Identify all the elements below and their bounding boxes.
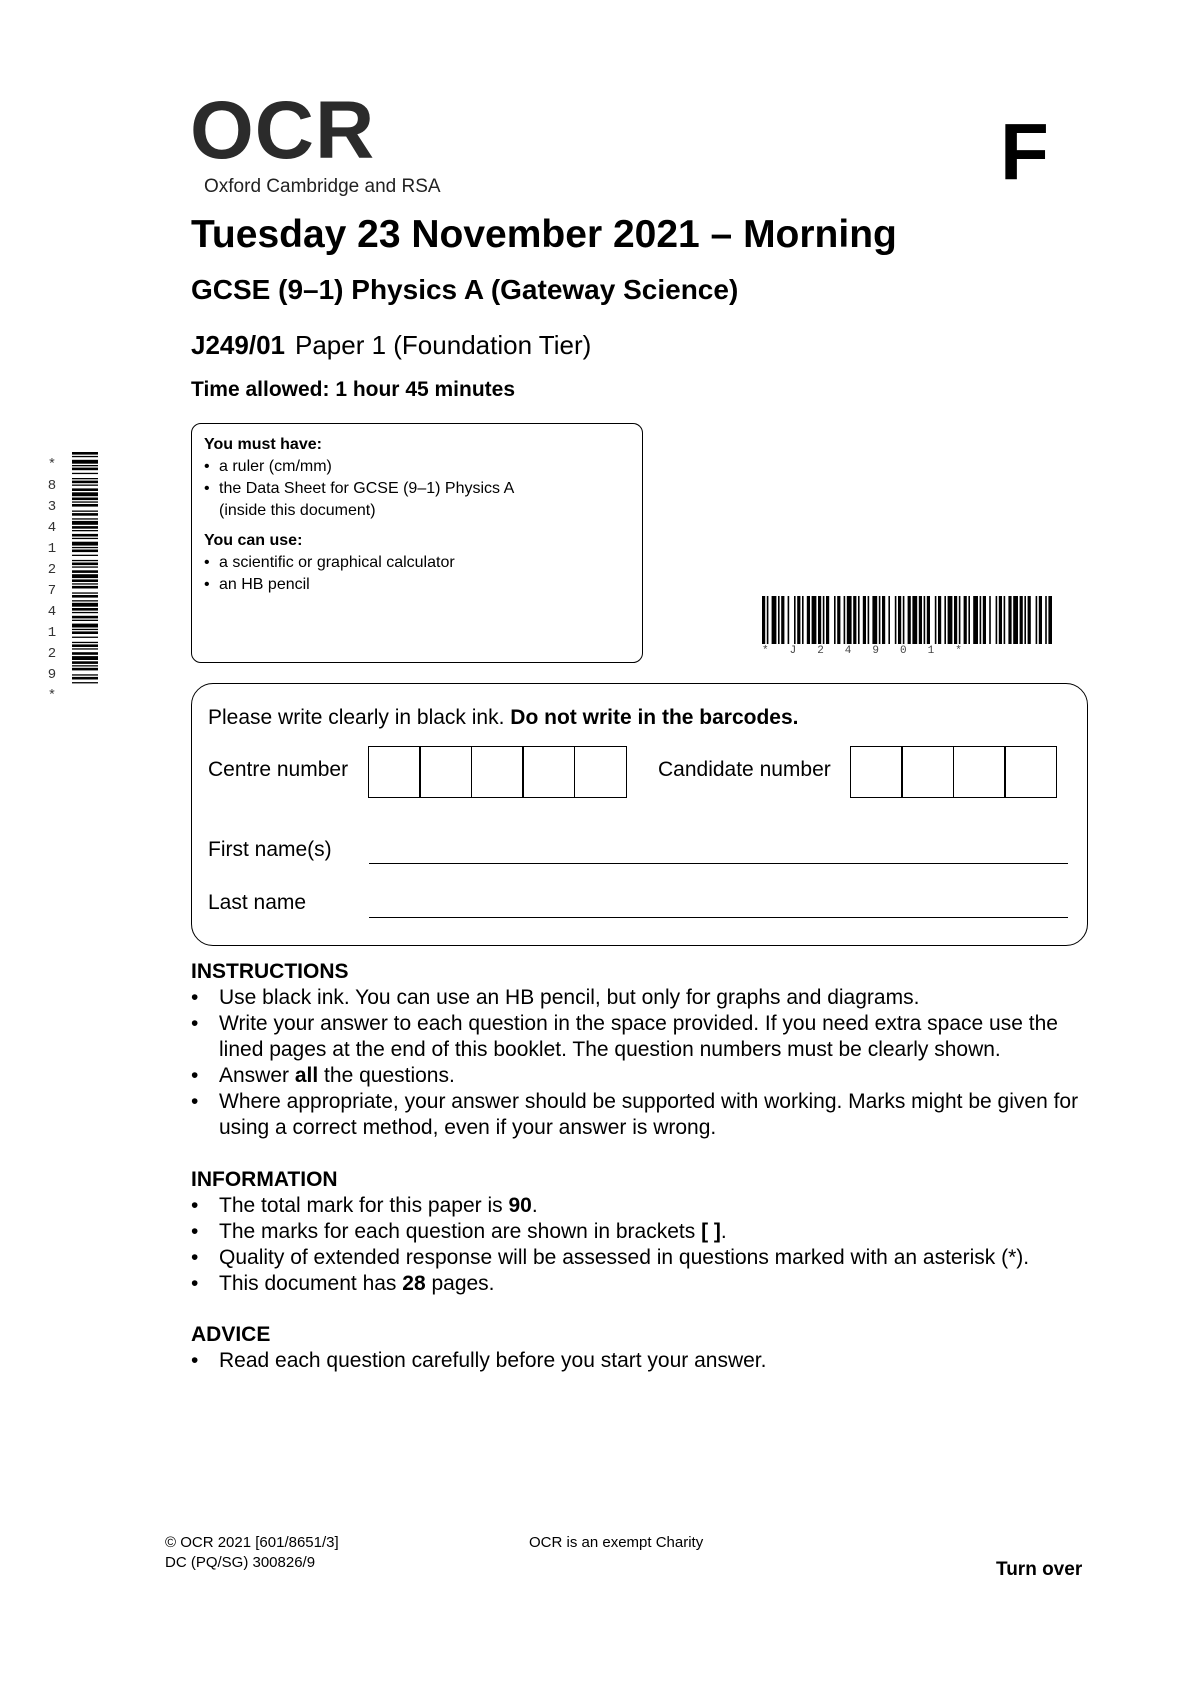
barcode-bar — [944, 596, 946, 644]
barcode-bar — [826, 596, 829, 644]
barcode-bar — [888, 596, 890, 644]
exam-subject: GCSE (9–1) Physics A (Gateway Science) — [191, 274, 739, 305]
barcode-bar — [72, 595, 98, 598]
list-item: • Read each question carefully before you start your answer. — [191, 1348, 1111, 1374]
barcode-bar — [989, 596, 991, 644]
barcode-bar — [72, 631, 98, 634]
exam-date: Tuesday 23 November 2021 – Morning — [191, 213, 897, 256]
barcode-bar — [903, 596, 905, 644]
barcode-bar — [863, 596, 866, 644]
instructions-section — [191, 959, 1111, 1141]
barcode-bar — [1013, 596, 1018, 644]
barcode-bar — [72, 560, 98, 561]
barcode-bar — [927, 596, 930, 644]
candidate-number-boxes — [851, 746, 1057, 798]
barcode-bar — [823, 596, 825, 644]
information-section — [191, 1167, 1111, 1297]
barcode-bar — [794, 596, 796, 644]
barcode-bar — [72, 501, 98, 502]
candidate-instruction: Please write clearly in black ink. Do not write in the barcodes. — [208, 706, 799, 729]
barcode-bar — [72, 521, 98, 525]
can-use-list — [204, 552, 630, 596]
barcode-bar — [72, 648, 98, 649]
barcode-bar — [818, 596, 821, 644]
tier-letter: F — [1000, 107, 1049, 196]
barcode-bar — [834, 596, 836, 644]
centre-number-digit-4[interactable] — [522, 746, 575, 798]
centre-number-digit-1[interactable] — [368, 746, 421, 798]
barcode-bar — [72, 637, 98, 638]
list-item: • Where appropriate, your answer should be supported with working. Marks might be given for using a correct method, even if your answer is wrong. — [191, 1089, 1079, 1141]
barcode-bar — [959, 596, 961, 644]
barcode-bar — [72, 563, 98, 566]
barcode-bar — [767, 596, 769, 644]
ocr-logo-subtitle: Oxford Cambridge and RSA — [204, 176, 441, 197]
barcode-bar — [72, 682, 98, 683]
barcode-bar — [973, 596, 978, 644]
barcode-bar — [781, 596, 784, 644]
ocr-logo: OCR — [190, 85, 376, 176]
barcode-bar — [879, 596, 881, 644]
barcode-bar — [996, 596, 998, 644]
barcode-bar — [72, 488, 98, 491]
list-item: • Answer all the questions. — [191, 1063, 1111, 1089]
barcode-bar — [72, 504, 98, 507]
information-heading: INFORMATION — [191, 1168, 338, 1191]
barcode-bar — [72, 513, 98, 516]
last-name-field[interactable] — [369, 917, 1068, 918]
charity-note: OCR is an exempt Charity — [529, 1534, 704, 1551]
candidate-number-label: Candidate number — [658, 758, 831, 781]
barcode-bar — [72, 661, 98, 664]
must-have-list — [204, 456, 630, 522]
barcode-bar — [980, 596, 982, 644]
advice-section — [191, 1322, 1111, 1374]
side-barcode-digits: * 8 3 4 1 2 7 4 1 2 9 * — [47, 457, 57, 704]
barcode-bar — [72, 652, 98, 655]
barcode-bar — [72, 574, 98, 578]
paper-barcode — [762, 596, 1052, 644]
barcode-bar — [954, 596, 957, 644]
barcode-bar — [72, 668, 98, 671]
list-item: • a ruler (cm/mm) — [204, 456, 630, 478]
first-name-label: First name(s) — [208, 838, 332, 861]
barcode-bar — [1028, 596, 1031, 644]
barcode-bar — [919, 596, 922, 644]
first-name-field[interactable] — [369, 863, 1068, 864]
barcode-bar — [72, 473, 98, 474]
barcode-bar — [72, 511, 98, 512]
candidate-number-digit-2[interactable] — [901, 746, 954, 798]
list-item: • This document has 28 pages. — [191, 1271, 1111, 1297]
barcode-bar — [812, 596, 817, 644]
list-item: • Quality of extended response will be assessed in questions marked with an asterisk (*). — [191, 1245, 1111, 1271]
barcode-bar — [72, 642, 98, 643]
barcode-bar — [72, 600, 98, 601]
barcode-bar — [72, 570, 98, 573]
list-item: • a scientific or graphical calculator — [204, 552, 630, 574]
barcode-bar — [72, 603, 98, 607]
candidate-number-digit-3[interactable] — [953, 746, 1006, 798]
instructions-heading: INSTRUCTIONS — [191, 960, 349, 983]
barcode-bar — [797, 596, 800, 644]
time-allowed: Time allowed: 1 hour 45 minutes — [191, 378, 516, 401]
barcode-bar — [72, 566, 98, 567]
barcode-bar — [948, 596, 953, 644]
must-have-heading: You must have: — [204, 436, 322, 453]
barcode-bar — [762, 596, 765, 644]
candidate-number-digit-1[interactable] — [850, 746, 903, 798]
advice-heading: ADVICE — [191, 1323, 271, 1346]
barcode-bar — [778, 596, 780, 644]
barcode-bar — [72, 492, 98, 496]
barcode-bar — [72, 518, 98, 519]
paper-barcode-digits: *J24901* — [762, 645, 983, 657]
barcode-bar — [72, 478, 98, 479]
barcode-bar — [968, 596, 970, 644]
barcode-bar — [858, 596, 860, 644]
barcode-bar — [72, 534, 98, 537]
barcode-bar — [898, 596, 901, 644]
barcode-bar — [912, 596, 917, 644]
centre-number-digit-5[interactable] — [574, 746, 627, 798]
can-use-heading: You can use: — [204, 532, 303, 549]
barcode-bar — [72, 583, 98, 584]
candidate-number-digit-4[interactable] — [1004, 746, 1057, 798]
barcode-bar — [837, 596, 840, 644]
centre-number-label: Centre number — [208, 758, 349, 781]
barcode-bar — [72, 526, 98, 529]
barcode-bar — [72, 547, 98, 548]
turn-over: Turn over — [996, 1559, 1083, 1580]
barcode-bar — [72, 674, 98, 675]
barcode-bar — [72, 620, 98, 621]
barcode-bar — [72, 468, 98, 471]
barcode-bar — [938, 596, 941, 644]
barcode-bar — [72, 579, 98, 582]
barcode-bar — [802, 596, 804, 644]
barcode-bar — [1024, 596, 1026, 644]
barcode-bar — [72, 644, 98, 647]
barcode-bar — [72, 481, 98, 484]
barcode-bar — [72, 550, 98, 553]
barcode-bar — [872, 596, 877, 644]
barcode-bar — [72, 677, 98, 680]
barcode-bar — [72, 538, 98, 539]
paper-code: J249/01 — [191, 330, 285, 360]
barcode-bar — [1004, 596, 1006, 644]
barcode-bar — [72, 460, 98, 464]
barcode-bar — [72, 498, 98, 501]
barcode-bar — [908, 596, 911, 644]
barcode-bar — [72, 452, 98, 455]
barcode-bar — [72, 629, 98, 630]
barcode-bar — [847, 596, 852, 644]
copyright: © OCR 2021 [601/8651/3] — [165, 1534, 339, 1551]
barcode-bar — [895, 596, 897, 644]
equipment-box — [191, 423, 643, 663]
barcode-bar — [924, 596, 926, 644]
paper-code-line — [191, 330, 591, 361]
barcode-bar — [72, 465, 98, 466]
barcode-bar — [868, 596, 870, 644]
centre-number-digit-2[interactable] — [419, 746, 472, 798]
barcode-bar — [72, 612, 98, 613]
barcode-bar — [807, 596, 810, 644]
barcode-bar — [72, 542, 98, 546]
list-item: • an HB pencil — [204, 574, 630, 596]
barcode-bar — [853, 596, 856, 644]
barcode-bar — [788, 596, 790, 644]
barcode-bar — [964, 596, 967, 644]
barcode-bar — [72, 456, 98, 457]
document-reference: DC (PQ/SG) 300826/9 — [165, 1554, 316, 1571]
barcode-bar — [935, 596, 937, 644]
list-item: • Write your answer to each question in the space provided. If you need extra space use the lined pages at the end of this booklet. The question numbers must be clearly shown. — [191, 1011, 1111, 1063]
barcode-bar — [1008, 596, 1011, 644]
paper-title: Paper 1 (Foundation Tier) — [294, 330, 592, 360]
barcode-bar — [72, 665, 98, 666]
barcode-bar — [72, 586, 98, 589]
barcode-bar — [72, 530, 98, 531]
barcode-bar — [844, 596, 846, 644]
last-name-label: Last name — [208, 891, 307, 914]
list-item: • the Data Sheet for GCSE (9–1) Physics A (inside this document) — [204, 478, 630, 522]
barcode-bar — [72, 608, 98, 611]
centre-number-boxes — [369, 746, 627, 798]
list-item: • The total mark for this paper is 90. — [191, 1193, 1111, 1219]
barcode-bar — [72, 656, 98, 660]
barcode-bar — [72, 616, 98, 619]
barcode-bar — [1020, 596, 1023, 644]
barcode-bar — [1039, 596, 1042, 644]
barcode-bar — [983, 596, 986, 644]
barcode-bar — [72, 485, 98, 486]
barcode-bar — [1036, 596, 1038, 644]
barcode-bar — [72, 592, 98, 593]
side-barcode — [72, 452, 98, 684]
barcode-bar — [882, 596, 885, 644]
barcode-bar — [772, 596, 777, 644]
barcode-bar — [72, 624, 98, 628]
barcode-bar — [1048, 596, 1052, 644]
footer-left — [165, 1533, 339, 1573]
barcode-bar — [999, 596, 1002, 644]
list-item: • Use black ink. You can use an HB pencil, but only for graphs and diagrams. — [191, 985, 1111, 1011]
centre-number-digit-3[interactable] — [471, 746, 524, 798]
barcode-bar — [72, 555, 98, 556]
list-item: • The marks for each question are shown in brackets [ ]. — [191, 1219, 1111, 1245]
barcode-bar — [1045, 596, 1047, 644]
